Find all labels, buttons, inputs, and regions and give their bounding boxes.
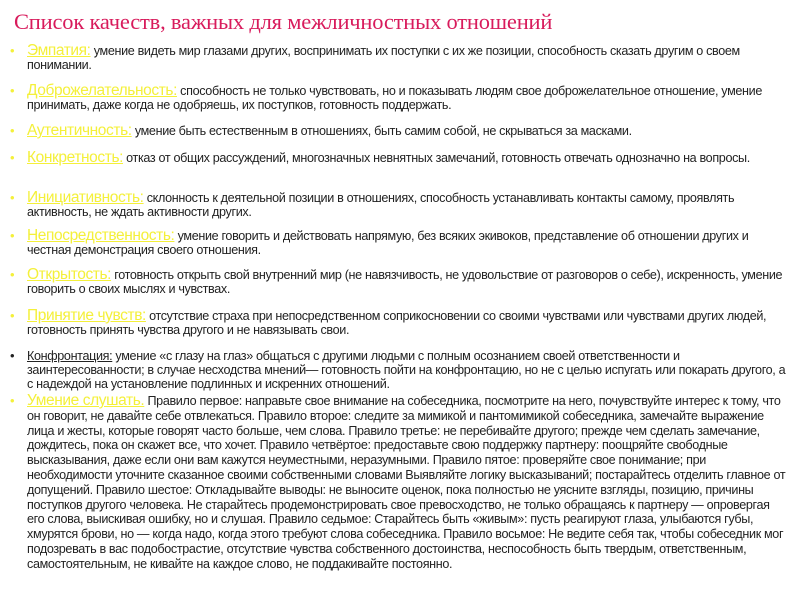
item-body: [27, 84, 790, 112]
item-description: Правило первое: направьте свое внимание на собеседника, посмотрите на него, почувствуйте интерес к тому, что он говорит, не давайте себе отвлекаться. Правило второе: следите за мимикой и пантомимикой собеседника, замечайте выражение лица и жесты, которые говорят часто больше, чем слова. Правило третье: не перебивайте другого; прежде чем сделать замечание, дождитесь, пока он скажет все, что хочет. Правило четвёртое: предоставьте свою поддержку партнеру: поощряйте свободные высказывания, даже если они вам кажутся неуместными, неразумными. Правило пятое: проверяйте свое понимание; при необходимости уточните сказанное своими собственными словами Выявляйте логику высказываний; постарайтесь отделить главное от допущений. Правило шестое: Откладывайте выводы: не выносите оценок, пока полностью не уясните взгляды, позицию, причины поступков другого человека. Не старайтесь продемонстрировать свое превосходство, не только обращаясь к партнеру — опровергая его слова, выискивая ошибку, но и слушая. Правило седьмое: Старайтесь быть «живым»: пусть реагируют глаза, улыбаются губы, хмурятся брови, но — когда надо, когда этого требуют слова собеседника. Правило восьмое: Не ведите себя так, чтобы собеседник мог подозревать в вас подобострастие, отсутствие чувства собственного достоинства, неспособность быть твердым, ответственным, самостоятельным, не кивайте на каждое слово, не поддакивайте постоянно.: [27, 394, 786, 571]
item-description: способность не только чувствовать, но и показывать людям свое доброжелательное отношение, умение принимать, даже когда не одобряешь, их поступков, готовность поддержать.: [27, 84, 762, 113]
list-item: [10, 191, 790, 219]
item-term: Доброжелательность:: [27, 82, 177, 99]
item-body: [27, 309, 790, 337]
bullet-icon: •: [10, 308, 15, 323]
item-term: Непосредственность:: [27, 227, 175, 244]
item-body: [27, 44, 790, 72]
bullet-icon: •: [10, 228, 15, 243]
slide-title: Список качеств, важных для межличностных отношений: [14, 9, 553, 34]
bullet-icon: •: [10, 83, 15, 98]
list-item: [10, 229, 790, 257]
item-description: умение видеть мир глазами других, воспринимать их поступки с их же позиции, способность сказать другим о своем понимании.: [27, 44, 740, 73]
list-item: [10, 151, 790, 165]
item-term: Аутентичность:: [27, 122, 132, 139]
item-body: [27, 394, 790, 572]
list-item: [10, 124, 790, 138]
item-term: Умение слушать.: [27, 392, 145, 409]
item-term: Конкретность:: [27, 149, 124, 166]
bullet-icon: •: [10, 348, 15, 363]
bullet-icon: •: [10, 43, 15, 58]
list-item: [10, 44, 790, 72]
item-description: отказ от общих рассуждений, многозначных невнятных замечаний, готовность отвечать однозначно на вопросы.: [123, 151, 750, 165]
item-term: Открытость:: [27, 266, 112, 283]
list-item: [10, 309, 790, 337]
item-body: [27, 151, 790, 165]
bullet-icon: •: [10, 150, 15, 165]
item-body: [27, 191, 790, 219]
list-item: [10, 84, 790, 112]
item-term: Эмпатия:: [27, 42, 91, 59]
item-body: [27, 229, 790, 257]
item-description: умение «с глазу на глаз» общаться с другими людьми с полным осознанием своей ответственности и заинтересованности; в случае несходства мнений— готовность пойти на конфронтацию, но не с целью испугать или покарать другого, а с надеждой на установление подлинных и искренних отношений.: [27, 349, 786, 392]
item-body: [27, 349, 790, 392]
bullet-icon: •: [10, 267, 15, 282]
list-item: [10, 349, 790, 392]
item-body: [27, 268, 790, 296]
bullet-icon: •: [10, 393, 15, 408]
item-term: Инициативность:: [27, 189, 144, 206]
bullet-icon: •: [10, 123, 15, 138]
list-item: [10, 268, 790, 296]
item-description: умение говорить и действовать напрямую, без всяких экивоков, представление об отношении других и честная демонстрация своего отношения.: [27, 229, 749, 258]
item-term: Конфронтация:: [27, 349, 113, 363]
item-description: склонность к деятельной позиции в отношениях, способность устанавливать контакты самому, проявлять активность, не ждать активности других.: [27, 191, 735, 220]
item-description: умение быть естественным в отношениях, быть самим собой, не скрываться за масками.: [131, 124, 632, 138]
bullet-icon: •: [10, 190, 15, 205]
item-term: Принятие чувств:: [27, 307, 146, 324]
list-item: [10, 394, 790, 572]
item-description: отсутствие страха при непосредственном соприкосновении со своими чувствами или чувствами других людей, готовность принять чувства другого и не навязывать свои.: [27, 309, 767, 338]
item-body: [27, 124, 790, 138]
item-description: готовность открыть свой внутренний мир (не навязчивость, не удовольствие от разговоров о себе), искренность, умение говорить о своих мыслях и чувствах.: [27, 268, 783, 297]
